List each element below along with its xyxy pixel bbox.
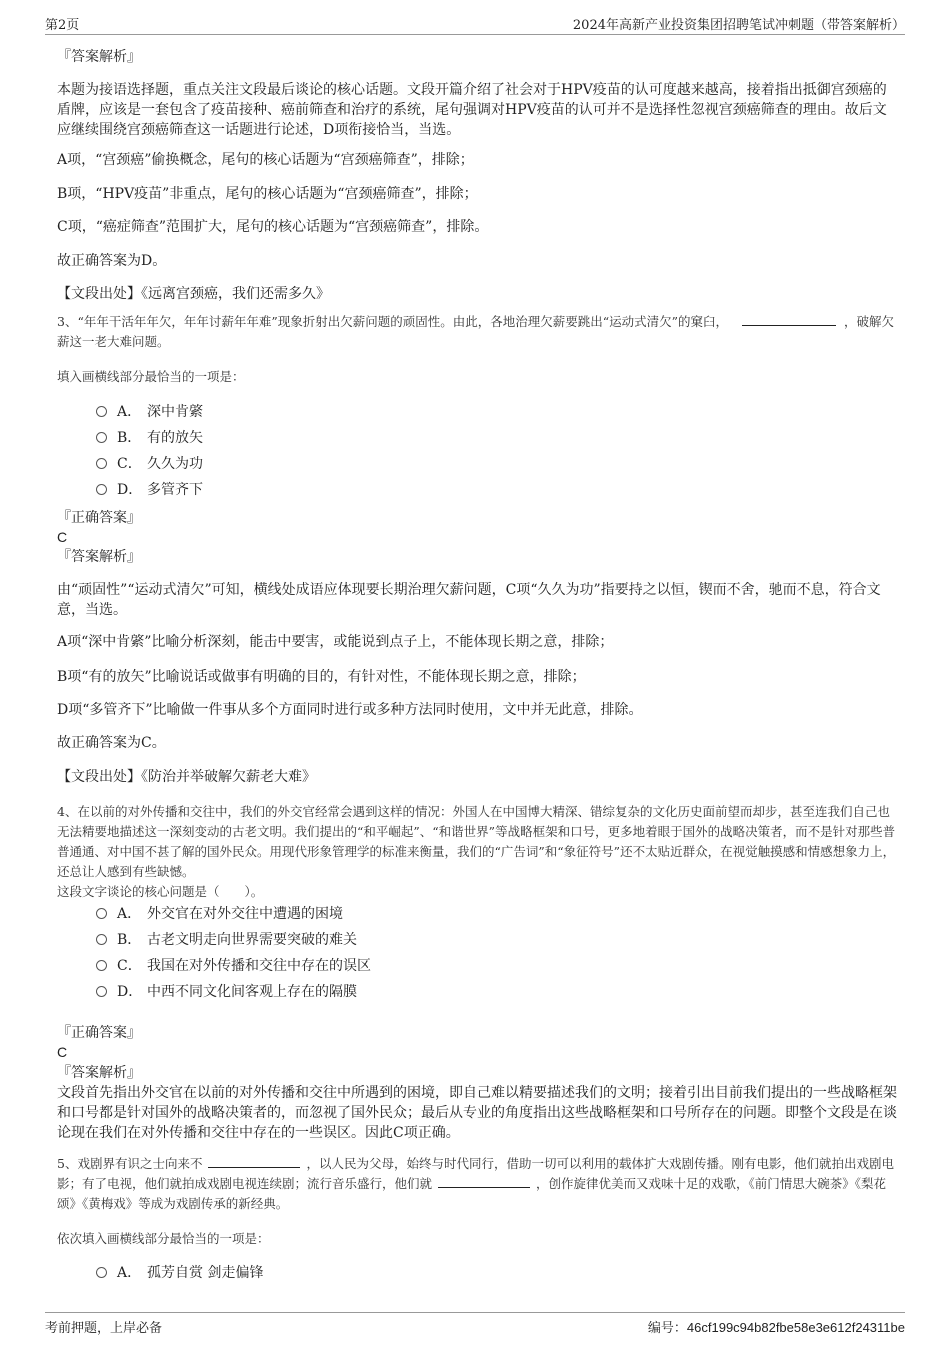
radio-icon[interactable] (96, 432, 107, 443)
q3-conclusion: 故正确答案为C。 (57, 735, 166, 751)
q3-stem-part2: ，破解欠薪这一老大难问题。 (57, 314, 895, 349)
q3-option-d[interactable]: D． 多管齐下 (96, 480, 203, 500)
q4-option-a[interactable]: A． 外交官在对外交往中遭遇的困境 (96, 904, 343, 924)
q4-question: 这段文字谈论的核心问题是（ ）。 (57, 884, 264, 899)
q3-answer-label: 『正确答案』 (57, 510, 141, 526)
q3-explain-main: 由“顽固性”“运动式清欠”可知，横线处成语应体现要长期治理欠薪问题，C项“久久为功”指要持之以恒，锲而不舍，驰而不息，符合文意，当选。 (57, 582, 881, 618)
page-header (45, 14, 905, 35)
radio-icon[interactable] (96, 908, 107, 919)
q2-explain-b: B项，“HPV疫苗”非重点，尾句的核心话题为“宫颈癌筛查”，排除； (57, 186, 478, 202)
footer-slogan: 考前押题，上岸必备 (45, 1321, 163, 1336)
q3-answer: C (57, 529, 68, 545)
q3-option-a[interactable]: A． 深中肯綮 (96, 402, 203, 422)
page-number: 第2页 (45, 18, 80, 33)
q3-prompt: 填入画横线部分最恰当的一项是： (57, 369, 245, 384)
radio-icon[interactable] (96, 406, 107, 417)
q4-option-b[interactable]: B． 古老文明走向世界需要突破的难关 (96, 930, 357, 950)
q2-explain-c: C项，“癌症筛查”范围扩大，尾句的核心话题为“宫颈癌筛查”，排除。 (57, 219, 489, 235)
q4-option-c[interactable]: C． 我国在对外传播和交往中存在的误区 (96, 956, 371, 976)
q2-explain-main: 本题为接语选择题，重点关注文段最后谈论的核心话题。文段开篇介绍了社会对于HPV疫苗的认可度越来越高，接着指出抵御宫颈癌的盾牌，应该是一套包含了疫苗接种、癌前筛查和治疗的系统，尾句强调对HPV疫苗的认可并不是选择性忽视宫颈癌筛查的理由。故后文应继续围绕宫颈癌筛查这一话题进行论述，D项衔接恰当，当选。 (57, 82, 887, 138)
q5-blank-2 (438, 1175, 530, 1188)
q2-explain-a: A项，“宫颈癌”偷换概念，尾句的核心话题为“宫颈癌筛查”，排除； (57, 152, 474, 168)
q2-conclusion: 故正确答案为D。 (57, 253, 167, 269)
q2-explain-label: 『答案解析』 (57, 49, 141, 65)
q3-explain-a: A项“深中肯綮”比喻分析深刻，能击中要害，或能说到点子上，不能体现长期之意，排除； (57, 634, 614, 650)
q3-blank (742, 313, 836, 326)
q4-explain-label: 『答案解析』 (57, 1065, 141, 1081)
q3-option-c[interactable]: C． 久久为功 (96, 454, 203, 474)
q4-answer: C (57, 1044, 68, 1060)
radio-icon[interactable] (96, 960, 107, 971)
q5-stem: 5、戏剧界有识之士向来不 ，以人民为父母，始终与时代同行，借助一切可以利用的载体扩大戏剧传播。刚有电影，他们就拍出戏剧电影；有了电视，他们就拍成戏剧电视连续剧；流行音乐盛行，他们就 ，创作旋律优美而又戏味十足的戏歌，《前门情思大碗茶》《梨花颂》《黄梅戏》等成为戏剧传承的新经典。 (57, 1156, 894, 1211)
radio-icon[interactable] (96, 1267, 107, 1278)
q2-source: 【文段出处】《远离宫颈癌，我们还需多久》 (57, 286, 330, 302)
q3-explain-b: B项“有的放矢”比喻说话或做事有明确的目的，有针对性，不能体现长期之意，排除； (57, 669, 586, 685)
radio-icon[interactable] (96, 458, 107, 469)
radio-icon[interactable] (96, 484, 107, 495)
q4-option-d[interactable]: D． 中西不同文化间客观上存在的隔膜 (96, 982, 357, 1002)
radio-icon[interactable] (96, 934, 107, 945)
q3-stem (57, 312, 900, 352)
radio-icon[interactable] (96, 986, 107, 997)
page-footer (45, 1312, 905, 1335)
q3-option-b[interactable]: B． 有的放矢 (96, 428, 203, 448)
q3-source: 【文段出处】《防治并举破解欠薪老大难》 (57, 769, 316, 785)
q3-stem-part1: 3、“年年干活年年欠，年年讨薪年年难”现象折射出欠薪问题的顽固性。由此，各地治理欠薪要跳出“运动式清欠”的窠臼， (57, 314, 729, 329)
q5-option-a[interactable]: A． 孤芳自赏 剑走偏锋 (96, 1263, 263, 1283)
q5-prompt: 依次填入画横线部分最恰当的一项是： (57, 1231, 270, 1246)
q3-explain-label: 『答案解析』 (57, 549, 141, 565)
q4-stem: 4、在以前的对外传播和交往中，我们的外交官经常会遇到这样的情况：外国人在中国博大精深、错综复杂的文化历史面前望而却步，甚至连我们自己也无法精要地描述这一深刻变动的古老文明。我们提出的“和平崛起”、“和谐世界”等战略框架和口号，更多地着眼于国外的战略决策者，而不是针对那些普普通通、对中国不甚了解的国外民众。用现代形象管理学的标准来衡量，我们的“广告词”和“象征符号”还不太贴近群众，在视觉触摸感和情感想象力上，还总让人感到有些缺憾。 (57, 804, 896, 879)
q5-blank-1 (208, 1155, 300, 1168)
q3-explain-d: D项“多管齐下”比喻做一件事从多个方面同时进行或多种方法同时使用，文中并无此意，排除。 (57, 702, 643, 718)
q4-answer-label: 『正确答案』 (57, 1025, 141, 1041)
q4-explain-main: 文段首先指出外交官在以前的对外传播和交往中所遇到的困境，即自己难以精要描述我们的文明；接着引出目前我们提出的一些战略框架和口号都是针对国外的战略决策者的，而忽视了国外民众；最后从专业的角度指出这些战略框架和口号所存在的问题。即整个文段是在谈论现在我们在对外传播和交往中存在的一些误区。因此C项正确。 (57, 1085, 897, 1141)
document-title: 2024年高新产业投资集团招聘笔试冲刺题（带答案解析） (572, 18, 905, 33)
footer-code: 编号：46cf199c94b82fbe58e3e612f24311be (647, 1320, 905, 1336)
